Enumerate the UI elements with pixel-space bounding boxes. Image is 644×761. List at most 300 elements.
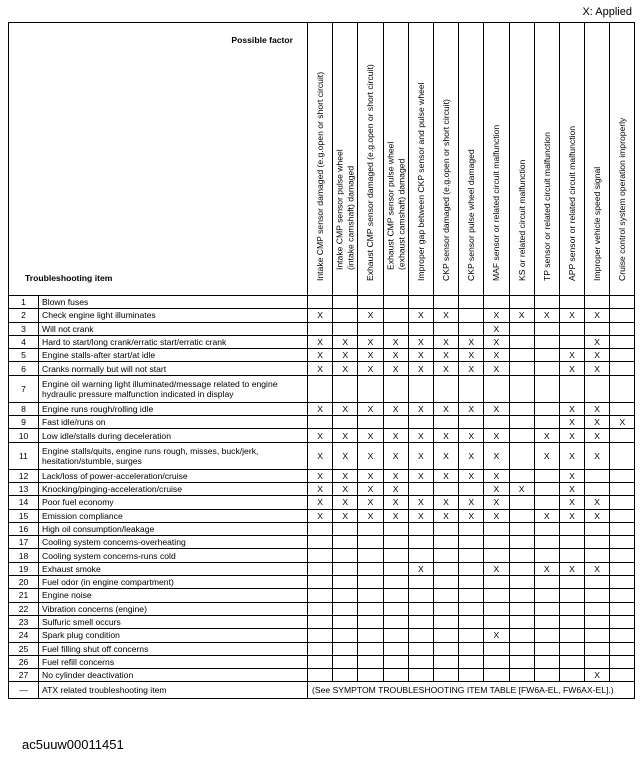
applied-cell <box>585 536 610 549</box>
applied-cell <box>559 522 584 535</box>
applied-cell <box>383 549 408 562</box>
applied-cell <box>585 576 610 589</box>
applied-cell <box>433 602 458 615</box>
applied-cell: X <box>484 402 509 415</box>
table-row <box>9 549 635 562</box>
applied-cell: X <box>484 429 509 442</box>
table-row <box>9 335 635 348</box>
applied-cell <box>484 602 509 615</box>
applied-cell <box>459 322 484 335</box>
applied-cell <box>610 576 635 589</box>
table-row <box>9 375 635 402</box>
applied-cell: X <box>433 509 458 522</box>
applied-cell <box>559 589 584 602</box>
factor-label: Cruise control system operation improperly <box>617 117 628 281</box>
applied-cell: X <box>433 402 458 415</box>
applied-cell <box>459 669 484 682</box>
applied-cell <box>408 669 433 682</box>
applied-cell <box>308 322 333 335</box>
applied-cell <box>358 615 383 628</box>
factor-label: Exhaust CMP sensor damaged (e.g.open or short circuit) <box>365 63 376 281</box>
factor-label: TP sensor or related circuit malfunction <box>541 131 552 281</box>
row-item: Spark plug condition <box>39 629 308 642</box>
applied-cell <box>308 642 333 655</box>
applied-cell: X <box>585 349 610 362</box>
row-number: 23 <box>9 615 39 628</box>
applied-cell: X <box>585 509 610 522</box>
row-number: 20 <box>9 576 39 589</box>
applied-cell <box>408 629 433 642</box>
applied-cell <box>610 642 635 655</box>
applied-cell <box>459 629 484 642</box>
applied-cell <box>534 642 559 655</box>
applied-cell: X <box>433 309 458 322</box>
row-number: 1 <box>9 296 39 309</box>
applied-cell <box>610 482 635 495</box>
applied-cell: X <box>308 362 333 375</box>
applied-cell: X <box>408 335 433 348</box>
row-item: Will not crank <box>39 322 308 335</box>
applied-cell <box>534 402 559 415</box>
row-item: Hard to start/long crank/erratic start/erratic crank <box>39 335 308 348</box>
row-item: Poor fuel economy <box>39 496 308 509</box>
applied-cell: X <box>408 442 433 469</box>
row-item: Emission compliance <box>39 509 308 522</box>
applied-cell <box>610 335 635 348</box>
applied-cell <box>610 509 635 522</box>
applied-cell: X <box>408 509 433 522</box>
factor-label: Exhaust CMP sensor pulse wheel (exhaust camshaft) damaged <box>385 141 406 270</box>
header-row <box>9 23 635 296</box>
applied-cell: X <box>459 442 484 469</box>
applied-cell <box>610 496 635 509</box>
applied-cell <box>459 562 484 575</box>
applied-cell <box>559 549 584 562</box>
applied-cell <box>610 549 635 562</box>
applied-cell <box>484 669 509 682</box>
row-item: Lack/loss of power-acceleration/cruise <box>39 469 308 482</box>
applied-cell <box>358 322 383 335</box>
applied-cell <box>509 549 534 562</box>
applied-cell: X <box>308 402 333 415</box>
factor-header-6 <box>433 23 458 296</box>
row-number: 16 <box>9 522 39 535</box>
applied-cell <box>383 416 408 429</box>
applied-cell <box>408 615 433 628</box>
applied-cell: X <box>585 402 610 415</box>
applied-cell: X <box>534 562 559 575</box>
applied-cell <box>333 602 358 615</box>
table-row <box>9 642 635 655</box>
applied-cell: X <box>559 442 584 469</box>
row-number: 14 <box>9 496 39 509</box>
applied-cell <box>559 296 584 309</box>
applied-cell <box>433 322 458 335</box>
applied-cell: X <box>333 335 358 348</box>
applied-cell <box>559 536 584 549</box>
applied-cell <box>433 549 458 562</box>
applied-cell <box>433 655 458 668</box>
applied-cell <box>333 629 358 642</box>
applied-cell: X <box>559 482 584 495</box>
applied-cell <box>383 669 408 682</box>
factor-label: CKP sensor damaged (e.g.open or short circuit) <box>440 98 451 281</box>
applied-cell <box>308 655 333 668</box>
row-item: Blown fuses <box>39 296 308 309</box>
row-number: 22 <box>9 602 39 615</box>
applied-cell <box>358 655 383 668</box>
factor-header-11 <box>559 23 584 296</box>
applied-cell <box>534 335 559 348</box>
applied-cell <box>585 296 610 309</box>
applied-cell <box>358 562 383 575</box>
applied-cell <box>484 416 509 429</box>
applied-cell: X <box>559 362 584 375</box>
factor-label: Improper vehicle speed signal <box>591 166 602 281</box>
applied-cell <box>408 375 433 402</box>
applied-cell <box>559 642 584 655</box>
applied-cell <box>459 615 484 628</box>
applied-cell <box>333 655 358 668</box>
applied-cell: X <box>333 482 358 495</box>
applied-cell: X <box>383 482 408 495</box>
applied-cell <box>559 615 584 628</box>
applied-cell: X <box>433 442 458 469</box>
applied-cell <box>459 602 484 615</box>
applied-cell: X <box>383 402 408 415</box>
applied-cell <box>433 375 458 402</box>
row-item: Fuel odor (in engine compartment) <box>39 576 308 589</box>
applied-cell <box>534 629 559 642</box>
applied-cell: X <box>534 509 559 522</box>
applied-cell <box>459 416 484 429</box>
applied-cell: X <box>358 429 383 442</box>
applied-cell <box>610 429 635 442</box>
applied-cell <box>383 322 408 335</box>
applied-cell <box>383 536 408 549</box>
applied-cell <box>459 655 484 668</box>
applied-cell: X <box>333 509 358 522</box>
applied-cell: X <box>308 335 333 348</box>
applied-cell <box>509 522 534 535</box>
applied-cell: X <box>559 469 584 482</box>
applied-cell: X <box>383 429 408 442</box>
row-item: Fuel filling shut off concerns <box>39 642 308 655</box>
applied-cell <box>333 576 358 589</box>
applied-cell <box>509 509 534 522</box>
applied-cell <box>433 296 458 309</box>
applied-cell: X <box>559 429 584 442</box>
applied-cell: X <box>484 629 509 642</box>
applied-cell: X <box>433 496 458 509</box>
applied-cell <box>333 562 358 575</box>
row-number: 15 <box>9 509 39 522</box>
troubleshooting-table <box>8 22 635 699</box>
applied-cell <box>585 615 610 628</box>
table-row <box>9 509 635 522</box>
applied-cell: X <box>358 362 383 375</box>
applied-cell <box>610 309 635 322</box>
applied-cell <box>585 655 610 668</box>
row-number: 19 <box>9 562 39 575</box>
applied-cell <box>534 496 559 509</box>
row-number: 26 <box>9 655 39 668</box>
applied-cell: X <box>358 496 383 509</box>
applied-cell <box>509 642 534 655</box>
row-number: 9 <box>9 416 39 429</box>
applied-cell <box>559 335 584 348</box>
factor-header-13 <box>610 23 635 296</box>
applied-cell <box>333 589 358 602</box>
factor-label: APP sensor or related circuit malfunction <box>566 125 577 281</box>
applied-cell <box>433 416 458 429</box>
row-item: Sulfuric smell occurs <box>39 615 308 628</box>
table-row <box>9 496 635 509</box>
applied-cell: X <box>459 349 484 362</box>
applied-cell: X <box>484 469 509 482</box>
factor-header-10 <box>534 23 559 296</box>
applied-cell <box>509 615 534 628</box>
row-number: 2 <box>9 309 39 322</box>
applied-cell: X <box>559 509 584 522</box>
applied-cell <box>459 536 484 549</box>
applied-cell <box>484 536 509 549</box>
applied-cell <box>484 375 509 402</box>
applied-cell <box>308 296 333 309</box>
applied-cell <box>358 522 383 535</box>
factor-label: Improper gap between CKP sensor and pulse wheel <box>415 81 426 281</box>
factor-header-2 <box>333 23 358 296</box>
applied-cell <box>358 602 383 615</box>
applied-cell <box>408 655 433 668</box>
atx-row-item: ATX related troubleshooting item <box>39 682 308 699</box>
applied-cell <box>559 602 584 615</box>
applied-cell <box>459 309 484 322</box>
applied-cell <box>383 296 408 309</box>
applied-cell <box>534 602 559 615</box>
applied-cell <box>585 322 610 335</box>
applied-cell <box>308 615 333 628</box>
applied-cell <box>408 602 433 615</box>
applied-cell: X <box>408 496 433 509</box>
applied-cell: X <box>459 402 484 415</box>
applied-cell <box>408 522 433 535</box>
applied-cell <box>484 296 509 309</box>
applied-cell: X <box>358 469 383 482</box>
table-row <box>9 522 635 535</box>
applied-cell <box>509 362 534 375</box>
applied-cell <box>534 589 559 602</box>
applied-cell <box>433 562 458 575</box>
applied-cell <box>509 576 534 589</box>
factor-header-4 <box>383 23 408 296</box>
applied-cell <box>534 416 559 429</box>
applied-cell <box>383 589 408 602</box>
applied-cell <box>308 416 333 429</box>
applied-cell <box>383 642 408 655</box>
applied-cell <box>585 629 610 642</box>
applied-cell: X <box>484 309 509 322</box>
applied-cell: X <box>484 496 509 509</box>
applied-cell <box>358 536 383 549</box>
applied-cell: X <box>383 335 408 348</box>
applied-cell <box>408 536 433 549</box>
applied-cell <box>610 402 635 415</box>
row-item: Fuel refill concerns <box>39 655 308 668</box>
applied-cell: X <box>585 496 610 509</box>
row-item: High oil consumption/leakage <box>39 522 308 535</box>
applied-cell: X <box>408 362 433 375</box>
applied-cell <box>459 642 484 655</box>
row-item: Engine runs rough/rolling idle <box>39 402 308 415</box>
applied-cell: X <box>559 309 584 322</box>
applied-cell <box>333 309 358 322</box>
applied-cell: X <box>333 469 358 482</box>
applied-cell <box>534 322 559 335</box>
applied-cell <box>534 655 559 668</box>
applied-cell: X <box>433 429 458 442</box>
applied-cell <box>433 642 458 655</box>
factor-header-3 <box>358 23 383 296</box>
applied-cell <box>459 482 484 495</box>
applied-cell <box>585 522 610 535</box>
table-row <box>9 655 635 668</box>
row-number: 11 <box>9 442 39 469</box>
header-corner-cell <box>9 23 308 296</box>
applied-cell: X <box>308 509 333 522</box>
applied-cell <box>610 296 635 309</box>
applied-cell <box>408 576 433 589</box>
applied-cell <box>509 669 534 682</box>
applied-cell: X <box>534 429 559 442</box>
table-row <box>9 349 635 362</box>
applied-cell <box>559 655 584 668</box>
applied-cell <box>585 482 610 495</box>
applied-cell <box>534 349 559 362</box>
applied-cell <box>358 629 383 642</box>
applied-cell: X <box>408 309 433 322</box>
table-row <box>9 362 635 375</box>
applied-cell: X <box>333 402 358 415</box>
table-row <box>9 589 635 602</box>
applied-cell <box>308 375 333 402</box>
applied-cell <box>333 615 358 628</box>
applied-cell: X <box>459 362 484 375</box>
applied-cell <box>433 669 458 682</box>
row-item: Engine stalls/quits, engine runs rough, misses, buck/jerk, hesitation/stumble, surges <box>39 442 308 469</box>
row-item: Check engine light illuminates <box>39 309 308 322</box>
table-row <box>9 322 635 335</box>
applied-cell <box>433 589 458 602</box>
table-row <box>9 429 635 442</box>
row-number: 8 <box>9 402 39 415</box>
table-body <box>9 296 635 699</box>
row-number: 5 <box>9 349 39 362</box>
applied-cell: X <box>433 362 458 375</box>
applied-cell <box>333 322 358 335</box>
applied-cell <box>333 549 358 562</box>
table-row <box>9 442 635 469</box>
applied-cell: X <box>484 335 509 348</box>
applied-cell: X <box>534 309 559 322</box>
applied-cell <box>333 296 358 309</box>
applied-cell <box>433 629 458 642</box>
applied-cell <box>408 296 433 309</box>
applied-cell <box>509 429 534 442</box>
applied-cell <box>333 669 358 682</box>
applied-cell: X <box>559 562 584 575</box>
row-item: Cooling system concerns-overheating <box>39 536 308 549</box>
applied-cell: X <box>585 442 610 469</box>
row-number: 3 <box>9 322 39 335</box>
applied-cell <box>610 349 635 362</box>
table-row <box>9 309 635 322</box>
applied-cell <box>534 549 559 562</box>
applied-cell: X <box>484 482 509 495</box>
applied-cell <box>308 602 333 615</box>
applied-cell: X <box>333 429 358 442</box>
applied-cell: X <box>433 469 458 482</box>
applied-cell <box>358 642 383 655</box>
applied-cell <box>459 522 484 535</box>
applied-cell <box>383 309 408 322</box>
row-number: 17 <box>9 536 39 549</box>
applied-cell <box>358 589 383 602</box>
factor-header-8 <box>484 23 509 296</box>
applied-cell <box>509 536 534 549</box>
applied-cell <box>610 442 635 469</box>
row-number: 12 <box>9 469 39 482</box>
applied-cell <box>308 562 333 575</box>
applied-cell: X <box>408 562 433 575</box>
applied-cell <box>559 322 584 335</box>
applied-cell: X <box>484 349 509 362</box>
applied-cell: X <box>408 429 433 442</box>
applied-cell: X <box>333 362 358 375</box>
applied-cell <box>383 615 408 628</box>
factor-label: MAF sensor or related circuit malfunction <box>491 124 502 281</box>
applied-cell <box>610 669 635 682</box>
applied-cell <box>534 482 559 495</box>
applied-cell <box>408 642 433 655</box>
applied-cell <box>433 615 458 628</box>
applied-cell <box>534 469 559 482</box>
row-number: 25 <box>9 642 39 655</box>
table-row <box>9 469 635 482</box>
row-number: 4 <box>9 335 39 348</box>
applied-cell <box>509 496 534 509</box>
applied-cell <box>509 335 534 348</box>
applied-cell <box>408 549 433 562</box>
applied-cell: X <box>383 509 408 522</box>
applied-cell <box>358 296 383 309</box>
row-item: Fast idle/runs on <box>39 416 308 429</box>
applied-cell <box>559 576 584 589</box>
table-row <box>9 296 635 309</box>
applied-cell <box>333 416 358 429</box>
applied-cell: X <box>308 496 333 509</box>
applied-cell: X <box>408 349 433 362</box>
factor-header-7 <box>459 23 484 296</box>
applied-cell <box>559 629 584 642</box>
applied-cell <box>433 536 458 549</box>
applied-cell <box>333 536 358 549</box>
applied-cell <box>358 416 383 429</box>
applied-cell <box>333 522 358 535</box>
applied-cell <box>509 296 534 309</box>
applied-cell: X <box>484 509 509 522</box>
applied-cell <box>383 655 408 668</box>
